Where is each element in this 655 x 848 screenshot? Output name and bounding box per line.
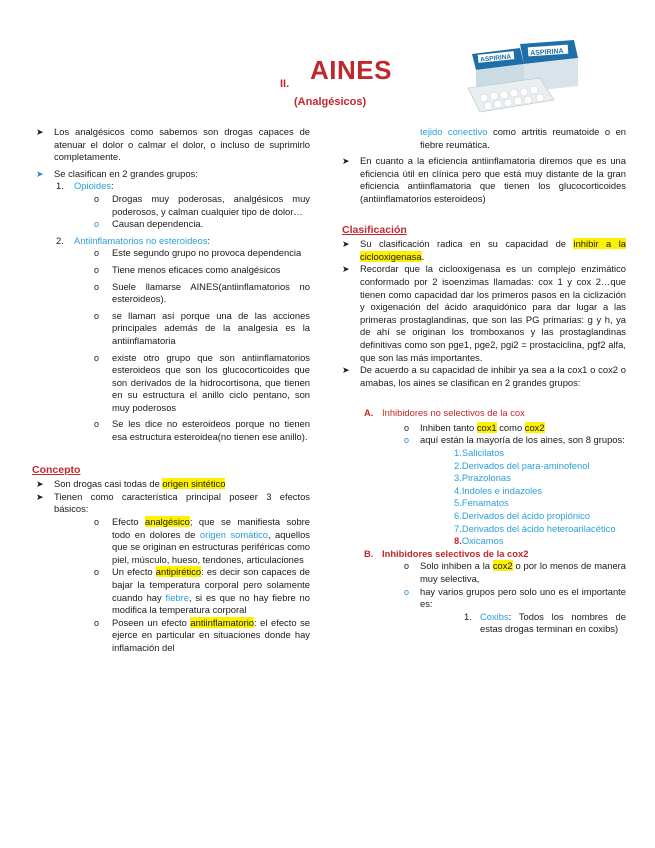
circle-bullet-icon: o [94, 219, 100, 230]
front-box-brand: ASPIRINA [479, 53, 512, 64]
group-aines-name: Antiinflamatorios no esteroideos [74, 234, 208, 246]
arrow-bullet-icon: ➤ [36, 479, 44, 490]
grupo-b-item-1: o Solo inhiben a la cox2 o por lo menos de manera muy selectiva, [404, 560, 626, 584]
concepto-heading: Concepto [32, 463, 81, 476]
opioides-item-2: o Causan dependencia. [94, 218, 204, 230]
grupo-a-heading: A. Inhibidores no selectivos de la cox [364, 407, 525, 419]
circle-bullet-icon: o [404, 422, 410, 433]
arrow-bullet-icon: ➤ [342, 156, 350, 167]
aines-item-1: o Este segundo grupo no provoca dependencia [94, 247, 302, 259]
concepto-bullet-2: ➤ Tienen como característica principal poseer 3 efectos básicos: [36, 490, 310, 515]
circle-bullet-icon: o [94, 264, 100, 275]
right-column [342, 126, 626, 636]
circle-bullet-icon: o [404, 435, 410, 446]
aspirin-box-image [462, 38, 582, 118]
aines-group-item: 2.Derivados del para-aminofenol [454, 459, 590, 471]
arrow-bullet-icon: ➤ [36, 127, 44, 137]
coxibs-item: 1. Coxibs: Todos los nombres de estas drogas terminan en coxibs) [464, 610, 626, 635]
concepto-bullet-1: ➤ Son drogas casi todas de origen sintético [36, 478, 226, 490]
section-number: II. [280, 78, 290, 90]
circle-bullet-icon: o [94, 193, 100, 204]
eficiencia-bullet: ➤ En cuanto a la eficiencia antiinflamatoria diremos que es una eficiencia útil en clínica pero que está muy distante de la gran eficiencia antiinflamatoria que tienen los glucocorticoides (antiinflamatorios esteroideos) [342, 155, 626, 204]
circle-bullet-icon: o [94, 419, 100, 430]
aines-item-4: o se llaman así porque una de las acciones principales además de la analgesia es la antiinflamatoria [94, 309, 310, 346]
continuation-text: tejido conectivo como artritis reumatoide o en fiebre reumática. [420, 126, 627, 150]
page-subtitle: (Analgésicos) [294, 96, 367, 108]
efecto-analgesico: o Efecto analgésico; que se manifiesta sobre todo en dolores de origen somático, aquellos que se originan en estructuras periféricas como piel, músculo, hueso, tendones, articulaciones [94, 516, 310, 565]
aines-group-item: 4.Indoles e indazoles [454, 484, 543, 496]
left-column [32, 126, 310, 655]
back-box-brand: ASPIRINA [529, 47, 564, 58]
aines-item-3: o Suele llamarse AINES(antiinflamatorios no esteroideos). [94, 280, 310, 305]
circle-bullet-icon: o [94, 352, 100, 363]
aines-group-item: 6.Derivados del ácido propiónico [454, 510, 591, 522]
circle-bullet-icon: o [94, 567, 100, 578]
circle-bullet-icon: o [94, 310, 100, 321]
aines-group-item: 5.Fenamatos [454, 497, 509, 509]
grupo-b-heading: B. Inhibidores selectivos de la cox2 [364, 547, 529, 559]
clasificacion-bullet-2: ➤ Recordar que la ciclooxigenasa es un complejo enzimático conformado por 2 isoenzimas llamadas: cox 1 y cox 2…que tienen como capacidad dar los primeros pasos en la ciclización y oxigenación del ácido araquidónico para dar lugar a las primeras prostaglandinas, que son las PG primarias: g y h, ya de ahí se originan los tromboxanos y las prostaglandinas definitivas como son pge1, pge2, pgi2 = prostaciclina, pgf2 alfa, que son las más importantes. [342, 263, 626, 363]
aines-item-5: o existe otro grupo que son antiinflamatorios esteroideos que son los glucocorticoides que son derivados de la hidrocortisona, que tienen en su estructura el anillo ciclo pentano, son muy poderosos [94, 351, 310, 413]
circle-bullet-icon: o [94, 517, 100, 528]
circle-bullet-icon: o [404, 586, 410, 597]
circle-bullet-icon: o [94, 617, 100, 628]
group-aines: 2. Antiinflamatorios no esteroideos: [56, 234, 211, 246]
arrow-bullet-icon: ➤ [36, 491, 44, 502]
efecto-antipiretico: o Un efecto antipirético: es decir son capaces de bajar la temperatura corporal pero solamente cuando hay fiebre, si es que no hay fiebre no modifica la temperatura corporal [94, 566, 310, 616]
arrow-bullet-icon: ➤ [342, 239, 350, 250]
arrow-bullet-icon: ➤ [36, 168, 44, 179]
grupo-a-item-2: o aquí están la mayoría de los aines, son 8 grupos: [404, 434, 625, 446]
grupo-a-item-1: o Inhiben tanto cox1 como cox2 [404, 421, 545, 433]
circle-bullet-icon: o [94, 281, 100, 292]
aines-group-item: 8.Oxicamos [454, 535, 504, 547]
arrow-bullet-icon: ➤ [342, 264, 350, 275]
intro-bullet: ➤ Los analgésicos como sabemos son drogas capaces de atenuar el dolor o calmar el dolor, o incluso de suprimirlo completamente. [36, 126, 310, 163]
clasificacion-bullet-3: ➤ De acuerdo a su capacidad de inhibir ya sea a la cox1 o cox2 o amabas, los aines se clasifican en 2 grandes grupos: [342, 364, 626, 388]
aines-group-item: 3.Pirazolonas [454, 472, 511, 484]
group-opioides: 1. Opioides: [56, 180, 114, 192]
circle-bullet-icon: o [404, 561, 410, 572]
group-opioides-name: Opioides [74, 180, 112, 192]
page-title: AINES [310, 55, 392, 85]
opioides-item-1: o Drogas muy poderosas, analgésicos muy poderosos, y calman cualquier tipo de dolor… [94, 192, 310, 217]
aines-item-6: o Se les dice no esteroideos porque no tienen esa estructura esteroidea(no tienen ese anillo). [94, 418, 310, 443]
aines-group-item: 1.Salicilatos [454, 447, 505, 459]
clasificacion-bullet-1: ➤ Su clasificación radica en su capacidad de inhibir a la ciclooxigenasa. [342, 238, 626, 262]
classify-bullet: ➤ Se clasifican en 2 grandes grupos: [36, 167, 198, 179]
efecto-antiinflamatorio: o Poseen un efecto antiinflamatorio: el efecto se ejerce en particular en situaciones donde hay inflamación del [94, 616, 310, 653]
aines-group-item: 7.Derivados del ácido heteroarilacético [454, 522, 616, 534]
clasificacion-heading: Clasificación [342, 223, 407, 236]
aines-groups-list [454, 447, 626, 548]
aines-item-2: o Tiene menos eficaces como analgésicos [94, 263, 281, 275]
arrow-bullet-icon: ➤ [342, 365, 350, 376]
grupo-b-item-2: o hay varios grupos pero solo uno es el importante es: [404, 585, 626, 610]
circle-bullet-icon: o [94, 248, 100, 259]
